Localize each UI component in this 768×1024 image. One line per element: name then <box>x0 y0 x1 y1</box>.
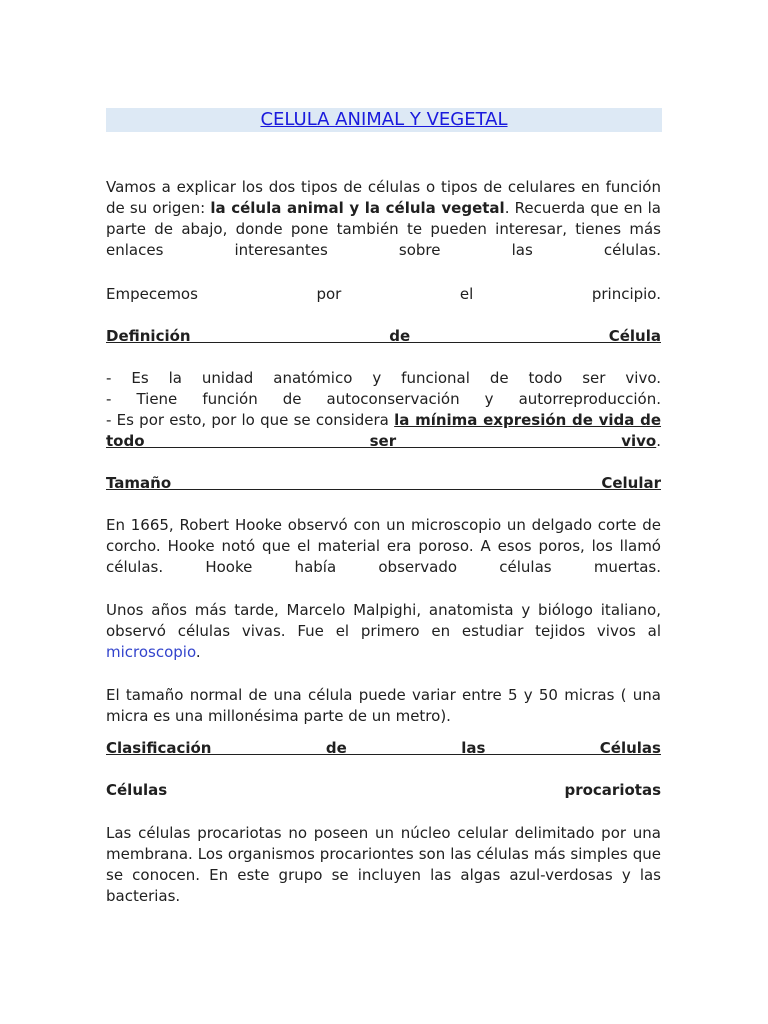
intro-paragraph <box>106 177 661 261</box>
malpighi-text: Unos años más tarde, Marcelo Malpighi, anatomista y biólogo italiano, observó células vivas. Fue el primero en estudiar tejidos vivos al <box>106 601 661 640</box>
malpighi-end: . <box>195 643 201 661</box>
intro-text-2: . Recuerda que en la parte de abajo, donde pone también te pueden interesar, tienes más enlaces interesantes sobre las células. <box>106 199 661 259</box>
start-paragraph: Empecemos por el principio. <box>106 285 661 303</box>
intro-text-1: Vamos a explicar los dos tipos de células o tipos de celulares en función de su origen: <box>106 178 661 217</box>
microscopio-link[interactable]: microscopio <box>106 643 196 661</box>
prokaryotes-paragraph: Las células procariotas no poseen un núcleo celular delimitado por una membrana. Los organismos procariontes son las células más simples que se conocen. En este grupo se incluyen las algas azul-verdosas y las bacterias. <box>106 824 661 905</box>
definition-heading: Definición de Célula <box>106 327 661 345</box>
intro-bold: la célula animal y la célula vegetal <box>210 199 505 217</box>
title-bar <box>106 108 662 132</box>
classification-heading: Clasificación de las Células <box>106 739 661 757</box>
prokaryotes-heading: Células procariotas <box>106 781 661 799</box>
definition-emphasis: la mínima expresión de vida de todo ser vivo <box>106 411 662 450</box>
definition-line-3-end: . <box>656 432 661 450</box>
definition-line-3-text: - Es por esto, por lo que se considera <box>106 411 395 429</box>
size-heading: Tamaño Celular <box>106 474 661 492</box>
definition-line-2: - Tiene función de autoconservación y autorreproducción. <box>106 390 661 408</box>
definition-line-1: - Es la unidad anatómico y funcional de todo ser vivo. <box>106 369 661 387</box>
cell-size-paragraph: El tamaño normal de una célula puede variar entre 5 y 50 micras ( una micra es una millonésima parte de un metro). <box>106 686 661 725</box>
page-title-link[interactable]: CELULA ANIMAL Y VEGETAL <box>260 109 508 130</box>
hooke-paragraph: En 1665, Robert Hooke observó con un microscopio un delgado corte de corcho. Hooke notó que el material era poroso. A esos poros, los llamó células. Hooke había observado células muertas. <box>106 516 661 576</box>
definition-line-3 <box>106 410 661 452</box>
malpighi-paragraph <box>106 600 661 663</box>
